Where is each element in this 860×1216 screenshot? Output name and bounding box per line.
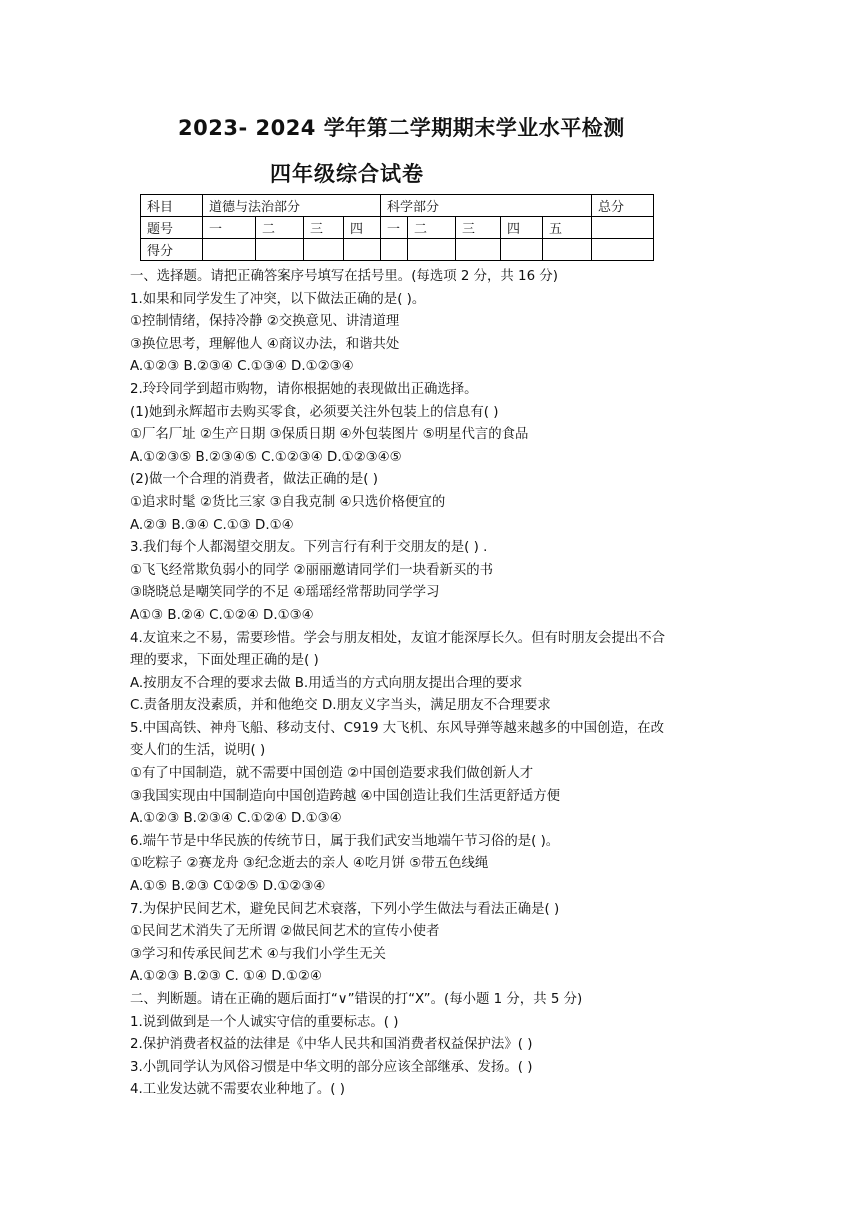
question-line: ③换位思考，理解他人 ④商议办法，和谐共处 xyxy=(130,336,400,352)
question-line: A.按朋友不合理的要求去做 B.用适当的方式向朋友提出合理的要求 xyxy=(130,675,523,691)
question-line: A①③ B.②④ C.①②④ D.①③④ xyxy=(130,607,314,623)
score-cell-blank xyxy=(456,239,501,261)
exam-subtitle: 四年级综合试卷 xyxy=(270,162,424,186)
score-cell-science: 科学部分 xyxy=(381,195,592,217)
question-line: A.①②③ B.②③ C. ①④ D.①②④ xyxy=(130,969,322,985)
question-line: 1.如果和同学发生了冲突，以下做法正确的是( )。 xyxy=(130,291,426,307)
question-line: 4.友谊来之不易，需要珍惜。学会与朋友相处，友谊才能深厚长久。但有时朋友会提出不合 xyxy=(130,630,666,646)
score-cell-blank xyxy=(381,239,408,261)
question-line: (2)做一个合理的消费者，做法正确的是( ) xyxy=(130,472,378,488)
question-line: ①飞飞经常欺负弱小的同学 ②丽丽邀请同学们一块看新买的书 xyxy=(130,562,494,578)
score-table-row-score xyxy=(141,239,654,261)
question-line: 理的要求，下面处理正确的是( ) xyxy=(130,653,319,669)
question-line: 4.工业发达就不需要农业种地了。( ) xyxy=(130,1082,345,1098)
question-line: 1.说到做到是一个人诚实守信的重要标志。( ) xyxy=(130,1014,399,1030)
exam-title: 2023- 2024 学年第二学期期末学业水平检测 xyxy=(178,116,625,140)
question-line: ①控制情绪，保持冷静 ②交换意见、讲清道理 xyxy=(130,314,400,330)
score-cell-blank xyxy=(344,239,381,261)
score-cell-blank xyxy=(408,239,456,261)
score-cell-q: 二 xyxy=(408,217,456,239)
score-table-row-subject xyxy=(141,195,654,217)
question-line: ③晓晓总是嘲笑同学的不足 ④瑶瑶经常帮助同学学习 xyxy=(130,585,440,601)
question-line: ③我国实现由中国制造向中国创造跨越 ④中国创造让我们生活更舒适方便 xyxy=(130,788,560,804)
question-line: 7.为保护民间艺术，避免民间艺术衰落，下列小学生做法与看法正确是( ) xyxy=(130,901,560,917)
score-cell-q: 一 xyxy=(381,217,408,239)
question-line: A.②③ B.③④ C.①③ D.①④ xyxy=(130,517,294,533)
score-table-row-number xyxy=(141,217,654,239)
score-table xyxy=(140,194,654,261)
score-cell-q: 一 xyxy=(203,217,256,239)
section-heading-judge: 二、判断题。请在正确的题后面打“∨”错误的打“X”。(每小题 1 分，共 5 分) xyxy=(130,992,583,1007)
question-line: 2.玲玲同学到超市购物，请你根据她的表现做出正确选择。 xyxy=(130,381,478,397)
score-cell-q: 二 xyxy=(256,217,304,239)
score-cell-q: 四 xyxy=(344,217,381,239)
score-cell-q xyxy=(592,217,654,239)
score-cell-q: 三 xyxy=(456,217,501,239)
question-line: 3.小凯同学认为风俗习惯是中华文明的部分应该全部继承、发扬。( ) xyxy=(130,1059,533,1075)
score-cell-blank xyxy=(256,239,304,261)
score-cell-blank xyxy=(501,239,543,261)
question-line: 变人们的生活，说明( ) xyxy=(130,743,266,759)
score-cell-subject-label: 科目 xyxy=(141,195,203,217)
question-line: A.①②③ B.②③④ C.①③④ D.①②③④ xyxy=(130,359,354,375)
question-line: ①吃粽子 ②赛龙舟 ③纪念逝去的亲人 ④吃月饼 ⑤带五色线绳 xyxy=(130,856,489,872)
question-line: A.①⑤ B.②③ C①②⑤ D.①②③④ xyxy=(130,879,326,895)
question-line: 2.保护消费者权益的法律是《中华人民共和国消费者权益保护法》( ) xyxy=(130,1037,533,1053)
score-cell-number-label: 题号 xyxy=(141,217,203,239)
question-line: ③学习和传承民间艺术 ④与我们小学生无关 xyxy=(130,946,386,962)
question-line: A.①②③ B.②③④ C.①②④ D.①③④ xyxy=(130,811,342,827)
score-cell-blank xyxy=(543,239,592,261)
question-line: C.责备朋友没素质，并和他绝交 D.朋友义字当头，满足朋友不合理要求 xyxy=(130,698,551,714)
question-line: ①有了中国制造，就不需要中国创造 ②中国创造要求我们做创新人才 xyxy=(130,766,534,782)
question-line: ①追求时髦 ②货比三家 ③自我克制 ④只选价格便宜的 xyxy=(130,494,446,510)
question-line: ①民间艺术消失了无所谓 ②做民间艺术的宣传小使者 xyxy=(130,924,440,940)
score-cell-ethics: 道德与法治部分 xyxy=(203,195,381,217)
score-cell-blank xyxy=(592,239,654,261)
score-cell-blank xyxy=(304,239,344,261)
score-cell-score-label: 得分 xyxy=(141,239,203,261)
question-line: 3.我们每个人都渴望交朋友。下列言行有利于交朋友的是( ) . xyxy=(130,540,488,556)
question-line: 5.中国高铁、神舟飞船、移动支付、C919 大飞机、东风导弹等越来越多的中国创造，在改 xyxy=(130,720,665,736)
score-cell-q: 四 xyxy=(501,217,543,239)
score-cell-q: 五 xyxy=(543,217,592,239)
question-line: A.①②③⑤ B.②③④⑤ C.①②③④ D.①②③④⑤ xyxy=(130,449,402,465)
section-heading-choice: 一、选择题。请把正确答案序号填写在括号里。(每选项 2 分，共 16 分) xyxy=(130,269,558,284)
question-line: 6.端午节是中华民族的传统节日，属于我们武安当地端午节习俗的是( )。 xyxy=(130,833,560,849)
question-line: ①厂名厂址 ②生产日期 ③保质日期 ④外包装图片 ⑤明星代言的食品 xyxy=(130,427,529,443)
question-body xyxy=(130,266,730,1102)
score-cell-q: 三 xyxy=(304,217,344,239)
question-line: (1)她到永辉超市去购买零食，必须要关注外包装上的信息有( ) xyxy=(130,404,499,420)
score-cell-total: 总分 xyxy=(592,195,654,217)
score-cell-blank xyxy=(203,239,256,261)
